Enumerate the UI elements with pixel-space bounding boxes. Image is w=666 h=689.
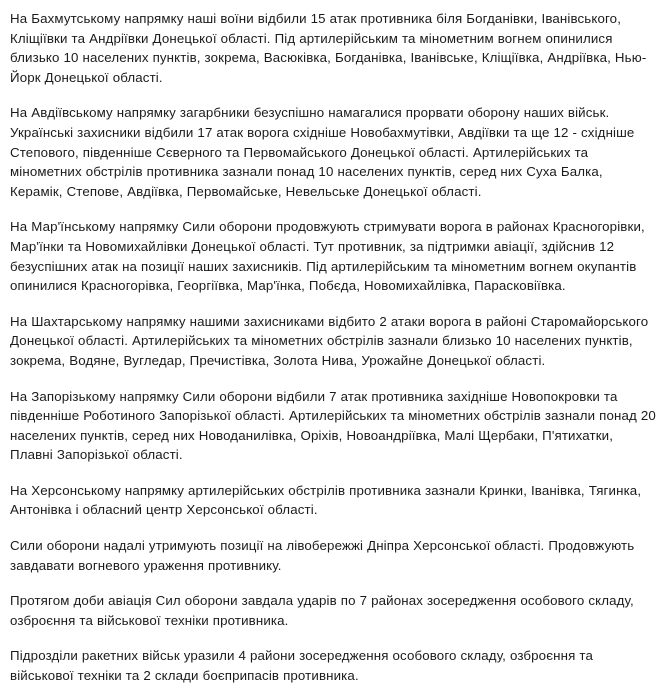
report-paragraph: Підрозділи ракетних військ уразили 4 райони зосередження особового складу, озброєння та військової техніки та 2 склади боєприпасів противника. [10, 648, 593, 684]
report-paragraph: На Запорізькому напрямку Сили оборони відбили 7 атак противника західніше Новопокровки та південніше Роботиного Запорізької області. Артилерійських та мінометних обстрілів зазнали понад 20 населених пунктів, серед них Новоданилівка, Оріхів, Новоандріївка, Малі Щербаки, П'ятихатки, Плавні Запорізької області. [10, 388, 656, 463]
report-paragraph: На Шахтарському напрямку нашими захисниками відбито 2 атаки ворога в районі Старомайорського Донецької області. Артилерійських та мінометних обстрілів зазнали близько 10 населених пунктів, зокрема, Водяне, Вугледар, Пречистівка, Золота Нива, Урожайне Донецької області. [10, 313, 649, 368]
report-paragraph: Протягом доби авіація Сил оборони завдала ударів по 7 районах зосередження особового складу, озброєння та військової техніки противника. [10, 593, 634, 628]
report-paragraph: На Авдіївському напрямку загарбники безуспішно намагалися прорвати оборону наших військ. Українські захисники відбили 17 атак ворога східніше Новобахмутівки, Авдіївки та ще 12 - східніше Степового, південніше Сєверного та Первомайського Донецької області. Артилерійських та мінометних обстрілів противника зазнали понад 10 населених пунктів, серед них Суха Балка, Керамік, Степове, Авдіївка, Первомайське, Невельське Донецької області. [10, 105, 635, 199]
report-paragraph: Сили оборони надалі утримують позиції на лівобережжі Дніпра Херсонської області. Продовжують завдавати вогневого ураження противнику. [10, 538, 635, 573]
report-paragraph: На Херсонському напрямку артилерійських обстрілів противника зазнали Кринки, Іванівка, Тягинка, Антонівка і обласний центр Херсонської області. [10, 482, 642, 518]
report-paragraph: На Бахмутському напрямку наші воїни відбили 15 атак противника біля Богданівки, Іванівського, Кліщіївки та Андріївки Донецької області. Під артилерійським та мінометним вогнем опинилися близько 10 населених пунктів, зокрема, Васюківка, Богданівка, Іванівське, Кліщіївка, Андріївка, Нью-Йорк Донецької області. [10, 11, 647, 85]
report-paragraph: На Мар'їнському напрямку Сили оборони продовжують стримувати ворога в районах Красногорівки, Мар'їнки та Новомихайлівки Донецької області. Тут противник, за підтримки авіації, здійснив 12 безуспішних атак на позиції наших захисників. Під артилерійським та мінометним вогнем окупантів опинилися Красногорівка, Георгіївка, Мар'їнка, Побєда, Новомихайлівка, Парасковіївка. [10, 219, 645, 294]
